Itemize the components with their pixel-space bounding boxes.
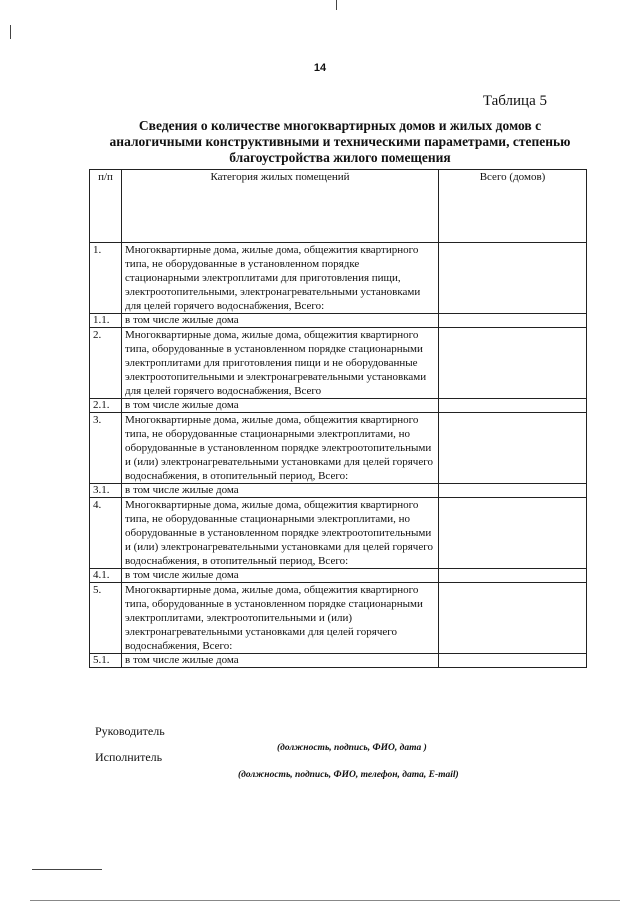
row-category: Многоквартирные дома, жилые дома, общежития квартирного типа, оборудованные в установленном порядке стационарными электроплитами для приготовления пищи и не оборудованные электроотопительными и электронагревательными установками для целей горячего водоснабжения, Всего xyxy=(122,328,439,399)
header-row xyxy=(90,170,587,243)
row-num: 1.1. xyxy=(90,314,122,328)
row-num: 1. xyxy=(90,243,122,314)
row-category: в том числе жилые дома xyxy=(122,484,439,498)
row-total xyxy=(439,328,587,399)
row-num: 3. xyxy=(90,413,122,484)
scan-mark-left xyxy=(10,25,11,39)
page-number: 14 xyxy=(313,62,327,74)
scan-mark-top xyxy=(336,0,337,10)
executor-label: Исполнитель xyxy=(95,750,163,764)
row-total xyxy=(439,484,587,498)
row-num: 3.1. xyxy=(90,484,122,498)
table-row xyxy=(90,498,587,569)
row-total xyxy=(439,498,587,569)
row-total xyxy=(439,243,587,314)
row-category: в том числе жилые дома xyxy=(122,569,439,583)
row-total xyxy=(439,399,587,413)
row-total xyxy=(439,314,587,328)
table-row xyxy=(90,484,587,498)
head-hint: (должность, подпись, ФИО, дата ) xyxy=(277,743,427,753)
row-total xyxy=(439,413,587,484)
row-num: 2. xyxy=(90,328,122,399)
row-category: Многоквартирные дома, жилые дома, общежития квартирного типа, не оборудованные в установленном порядке стационарными электроплитами для приготовления пищи, электроотопительными, электронагревательными установками для целей горячего водоснабжения, Всего: xyxy=(122,243,439,314)
table-row xyxy=(90,243,587,314)
table-row xyxy=(90,328,587,399)
table-row xyxy=(90,314,587,328)
table-row xyxy=(90,413,587,484)
row-category: Многоквартирные дома, жилые дома, общежития квартирного типа, оборудованные в установленном порядке стационарными электроплитами, электроотопительными и (или) электронагревательными установками для целей горячего водоснабжения, Всего: xyxy=(122,583,439,654)
executor-hint: (должность, подпись, ФИО, телефон, дата, E-mail) xyxy=(238,770,459,780)
head-label: Руководитель xyxy=(95,724,165,738)
header-category: Категория жилых помещений xyxy=(122,170,439,243)
scan-edge xyxy=(30,900,620,901)
table-row xyxy=(90,569,587,583)
table-row xyxy=(90,583,587,654)
row-total xyxy=(439,654,587,668)
table-title: Сведения о количестве многоквартирных домов и жилых домов с аналогичными конструктивными и техническими параметрами, степенью благоустройства жилого помещения xyxy=(109,118,571,165)
row-num: 4.1. xyxy=(90,569,122,583)
row-category: в том числе жилые дома xyxy=(122,654,439,668)
header-num: п/п xyxy=(90,170,122,243)
data-table xyxy=(89,169,587,668)
row-num: 2.1. xyxy=(90,399,122,413)
row-num: 5.1. xyxy=(90,654,122,668)
table-row xyxy=(90,399,587,413)
row-total xyxy=(439,569,587,583)
row-total xyxy=(439,583,587,654)
row-category: Многоквартирные дома, жилые дома, общежития квартирного типа, не оборудованные стационарными электроплитами, но оборудованные в установленном порядке электроотопительными и (или) электронагревательными установками для целей горячего водоснабжения, в отопительный период, Всего: xyxy=(122,498,439,569)
row-num: 4. xyxy=(90,498,122,569)
table-row xyxy=(90,654,587,668)
header-total: Всего (домов) xyxy=(439,170,587,243)
row-category: в том числе жилые дома xyxy=(122,314,439,328)
row-num: 5. xyxy=(90,583,122,654)
row-category: в том числе жилые дома xyxy=(122,399,439,413)
footer-rule xyxy=(32,869,102,870)
row-category: Многоквартирные дома, жилые дома, общежития квартирного типа, не оборудованные стационарными электроплитами, но оборудованные в установленном порядке электроотопительными и (или) электронагревательными установками для целей горячего водоснабжения, в отопительный период, Всего: xyxy=(122,413,439,484)
table-label: Таблица 5 xyxy=(482,93,547,109)
